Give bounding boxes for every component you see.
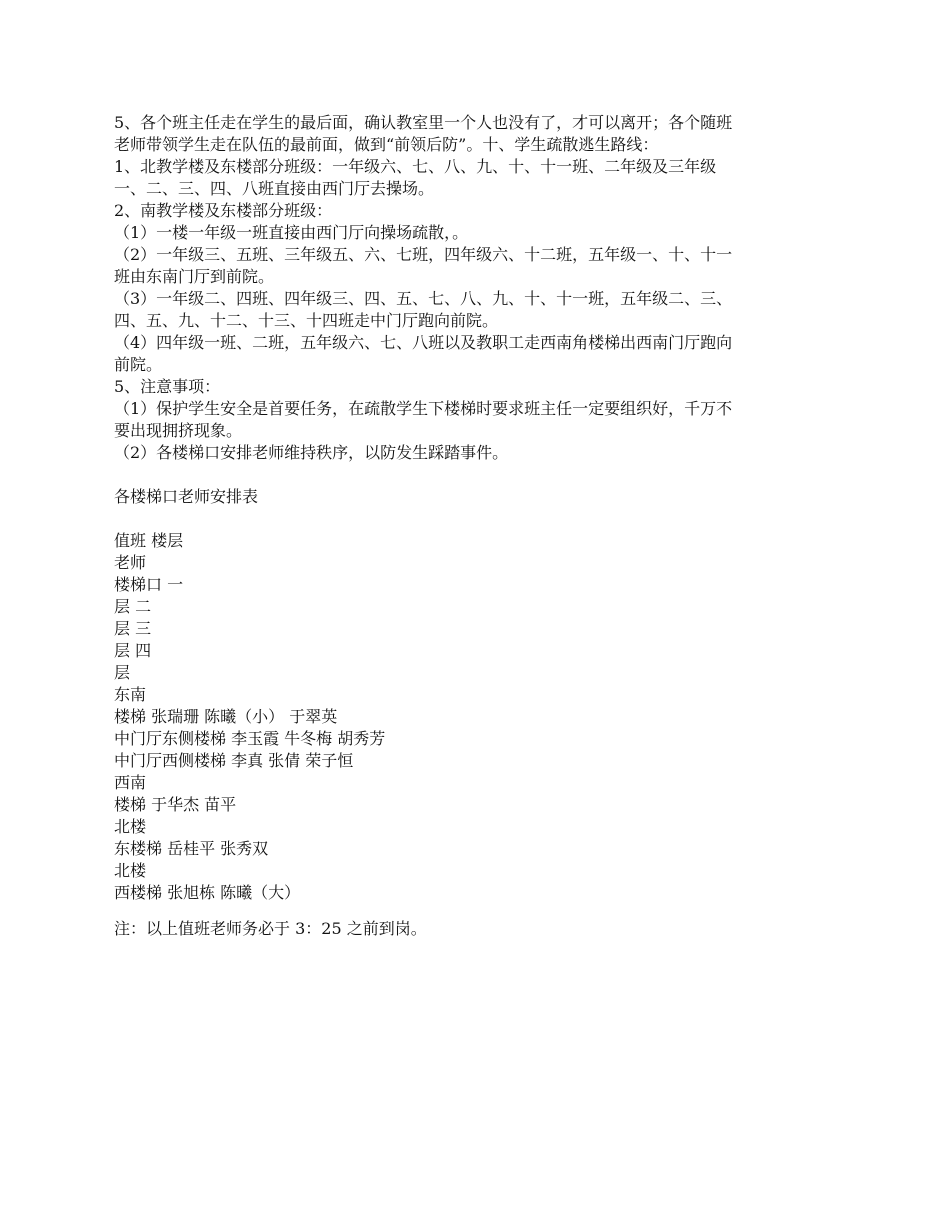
- text-line: （1）一楼一年级一班直接由西门厅向操场疏散，。: [114, 223, 469, 242]
- table-line: 楼梯口 一: [114, 575, 184, 594]
- text-line: 一、二、三、四、八班直接由西门厅去操场。: [114, 179, 435, 198]
- text-line: 班由东南门厅到前院。: [114, 267, 275, 286]
- table-line: 层 三: [114, 619, 152, 638]
- table-line: 中门厅东侧楼梯 李玉霞 牛冬梅 胡秀芳: [114, 729, 386, 748]
- paragraph-note-item-2: [114, 442, 834, 464]
- arrival-note: 注：以上值班老师务必于 3：25 之前到岗。: [114, 919, 427, 938]
- paragraph-route-item-1: [114, 222, 834, 244]
- text-line: 5、注意事项：: [114, 377, 221, 396]
- table-line: 老师: [114, 553, 147, 572]
- table-line: 楼梯 张瑞珊 陈曦（小） 于翠英: [114, 707, 338, 726]
- table-line: 北楼: [114, 817, 147, 836]
- table-line: 中门厅西侧楼梯 李真 张倩 荣子恒: [114, 751, 354, 770]
- table-line: 西南: [114, 773, 147, 792]
- paragraph-note-item-1: [114, 398, 834, 442]
- paragraph-route-item-3: [114, 288, 834, 332]
- paragraph-route-item-2: [114, 244, 834, 288]
- text-line: 前院。: [114, 355, 163, 374]
- paragraph-route-item-4: [114, 332, 834, 376]
- text-line: （4）四年级一班、二班，五年级六、七、八班以及教职工走西南角楼梯出西南门厅跑向: [114, 333, 733, 352]
- text-line: （1）保护学生安全是首要任务，在疏散学生下楼梯时要求班主任一定要组织好，千万不: [114, 399, 733, 418]
- paragraph-north-building-route: [114, 156, 834, 200]
- table-line: 北楼: [114, 861, 147, 880]
- text-line: 2、南教学楼及东楼部分班级：: [114, 201, 333, 220]
- text-line: 5、各个班主任走在学生的最后面，确认教室里一个人也没有了，才可以离开；各个随班: [114, 113, 733, 132]
- table-line: 层: [114, 663, 131, 682]
- table-line: 西楼梯 张旭栋 陈曦（大）: [114, 883, 301, 902]
- staff-table-text: [114, 530, 834, 904]
- text-line: 1、北教学楼及东楼部分班级：一年级六、七、八、九、十、十一班、二年级及三年级: [114, 157, 717, 176]
- text-line: （2）一年级三、五班、三年级五、六、七班，四年级六、十二班，五年级一、十、十一: [114, 245, 733, 264]
- table-line: 层 二: [114, 597, 152, 616]
- paragraph-class-teacher-duty: [114, 112, 834, 156]
- text-line: 老师带领学生走在队伍的最前面，做到“前领后防”。十、学生疏散逃生路线：: [114, 135, 659, 154]
- table-line: 东南: [114, 685, 147, 704]
- document-page: [114, 112, 834, 940]
- spacer: [114, 508, 834, 530]
- table-title: 各楼梯口老师安排表: [114, 487, 259, 506]
- table-line: 东楼梯 岳桂平 张秀双: [114, 839, 269, 858]
- paragraph-notes-heading: [114, 376, 834, 398]
- table-line: 楼梯 于华杰 苗平: [114, 795, 237, 814]
- text-line: （2）各楼梯口安排老师维持秩序，以防发生踩踏事件。: [114, 443, 509, 462]
- table-line: 值班 楼层: [114, 531, 184, 550]
- spacer: [114, 464, 834, 486]
- spacer: [114, 904, 834, 918]
- table-line: 层 四: [114, 641, 152, 660]
- text-line: 四、五、九、十二、十三、十四班走中门厅跑向前院。: [114, 311, 499, 330]
- text-line: 要出现拥挤现象。: [114, 421, 243, 440]
- paragraph-south-building-heading: [114, 200, 834, 222]
- text-line: （3）一年级二、四班、四年级三、四、五、七、八、九、十、十一班，五年级二、三、: [114, 289, 733, 308]
